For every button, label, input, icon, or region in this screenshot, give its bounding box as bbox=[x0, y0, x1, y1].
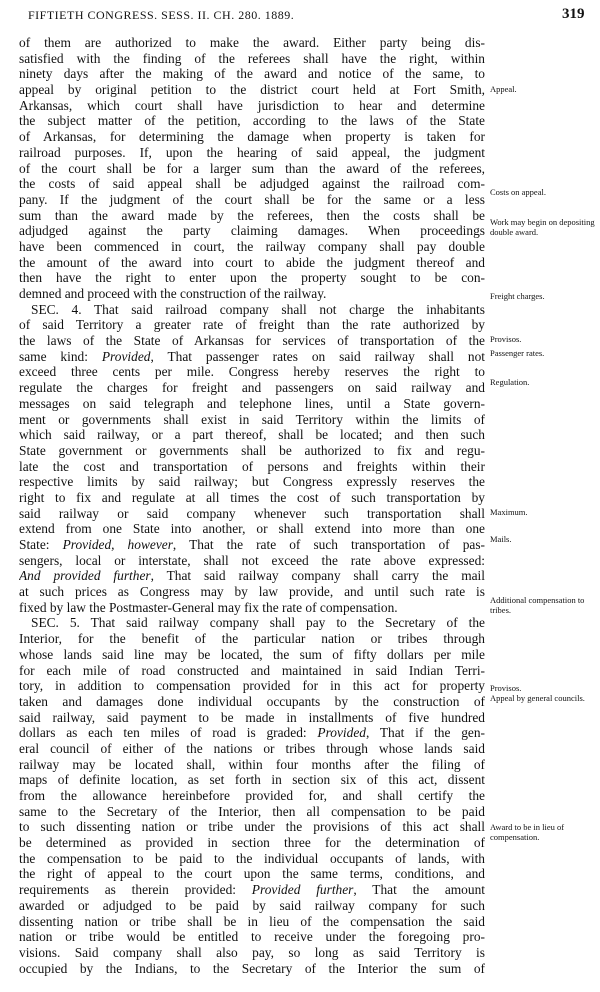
text-line: same kind: Provided, That passenger rates on said railway shall not bbox=[19, 348, 485, 364]
text-line: from the allowance hereinbefore provided for, and shall certify the bbox=[19, 788, 485, 803]
text-line: sum than the award made by the referees, then the costs shall be bbox=[19, 207, 485, 223]
text-line: same to the Secretary of the Interior, then all compensation to be paid bbox=[19, 803, 485, 819]
text-line: to such dissenting nation or tribe under the provisions of this act shall bbox=[19, 819, 485, 835]
text-line: messages on said telegraph and telephone lines, until a State govern- bbox=[19, 395, 485, 411]
text-line: satisfied with the finding of the referees shall have the right, within bbox=[19, 50, 485, 66]
text-line: ninety days after the making of the award and notice of the same, to bbox=[19, 66, 485, 82]
text-line: appeal by original petition to the district court held at Fort Smith, bbox=[19, 82, 485, 98]
margin-note-passenger-rates: Passenger rates. bbox=[490, 348, 545, 358]
text-line: for each mile of road constructed and maintained in said Indian Terri- bbox=[19, 662, 485, 678]
section-4-start: SEC. 4. That said railroad company shall not charge the inhabitants bbox=[31, 301, 485, 317]
text-line bbox=[19, 976, 485, 992]
text-line: awarded or adjudged to be paid by said railway company for such bbox=[19, 897, 485, 913]
section-5-start: SEC. 5. That said railway company shall pay to the Secretary of the bbox=[31, 615, 485, 631]
page-number: 319 bbox=[562, 6, 585, 22]
text-line: whose lands said line may be located, the sum of fifty dollars per mile bbox=[19, 646, 485, 662]
margin-note-freight: Freight charges. bbox=[490, 291, 545, 301]
text-line: the amount of the award into court to abide the judgment thereof and bbox=[19, 254, 485, 270]
text-line: exceed three cents per mile. Congress hereby reserves the right to bbox=[19, 364, 485, 380]
text-line: Interior, for the benefit of the particular nation or tribes through bbox=[19, 631, 485, 647]
text-line: extend from one State into another, or shall extend into more than one bbox=[19, 521, 485, 537]
text-line: Arkansas, which court shall have jurisdiction to hear and determine bbox=[19, 97, 485, 113]
text-line: which said railway, or a part thereof, shall be located; and then such bbox=[19, 427, 485, 443]
text-line: then have the right to enter upon the property sought to be con- bbox=[19, 270, 485, 286]
text-line: the subject matter of the petition, according to the laws of the State bbox=[19, 113, 485, 129]
text-line: have been commenced in court, the railway company shall pay double bbox=[19, 238, 485, 254]
text-line: State: Provided, however, That the rate of such transportation of pas- bbox=[19, 537, 485, 552]
text-line: the costs of said appeal shall be adjudged against the railroad com- bbox=[19, 176, 485, 192]
text-line: the right of appeal to the court upon the same terms, conditions, and bbox=[19, 866, 485, 882]
text-line: said railway or said company whenever such transportation shall bbox=[19, 505, 485, 521]
margin-note-appeal-councils: Appeal by general councils. bbox=[490, 693, 585, 703]
text-line: railway may be located shall, within four months after the filing of bbox=[19, 756, 485, 772]
margin-note-provisos-2: Provisos. bbox=[490, 683, 522, 693]
running-header bbox=[0, 6, 600, 26]
text-line: eral council of either of the nations or tribes through whose lands said bbox=[19, 740, 485, 756]
header-title: FIFTIETH CONGRESS. SESS. II. CH. 280. 1889. bbox=[28, 8, 295, 22]
margin-note-mails: Mails. bbox=[490, 534, 512, 544]
text-line: maps of definite location, as set forth in section six of this act, dissent bbox=[19, 772, 485, 788]
text-line: right to fix and regulate at all times the cost of such transportation by bbox=[19, 489, 485, 505]
text-line: the compensation to be paid to the individual occupants of lands, with bbox=[19, 850, 485, 866]
margin-note-provisos: Provisos. bbox=[490, 334, 522, 344]
text-line: tory, in addition to compensation provided for in this act for property bbox=[19, 678, 485, 694]
body-text bbox=[19, 35, 485, 992]
text-line: dissenting nation or tribe shall be in lieu of the compensation the said bbox=[19, 913, 485, 929]
text-line: of the court shall be for a larger sum than the award of the referees, bbox=[19, 160, 485, 176]
text-line: taken and damages done individual occupants by the construction of bbox=[19, 693, 485, 709]
text-line: respective limits by said railway; but Congress expressly reserves the bbox=[19, 474, 485, 490]
margin-note-maximum: Maximum. bbox=[490, 507, 528, 517]
text-line: adjudged against the party claiming damages. When proceedings bbox=[19, 223, 485, 239]
margin-note-regulation: Regulation. bbox=[490, 377, 530, 387]
text-line: sengers, local or interstate, shall not exceed the rate above expressed: bbox=[19, 552, 485, 568]
text-line: of said Territory a greater rate of freight than the rate authorized by bbox=[19, 317, 485, 333]
text-line: said railway, said payment to be made in installments of five hundred bbox=[19, 709, 485, 725]
text-line: ment or governments shall exist in said Territory within the limits of bbox=[19, 411, 485, 427]
margin-note-work-begin: Work may begin on depositing double award. bbox=[490, 217, 595, 237]
text-line: railroad purposes. If, upon the hearing of said appeal, the judgment bbox=[19, 144, 485, 160]
text-line: visions. Said company shall also pay, so long as said Territory is bbox=[19, 944, 485, 960]
margin-note-additional-compensation: Additional compensation to tribes. bbox=[490, 595, 585, 615]
text-line: late the cost and transportation of persons and freights within their bbox=[19, 458, 485, 474]
margin-note-costs: Costs on appeal. bbox=[490, 187, 546, 197]
text-line: occupied by the Indians, to the Secretary of the Interior the sum of bbox=[19, 960, 485, 976]
text-line: fixed by law the Postmaster-General may fix the rate of compensation. bbox=[19, 599, 398, 615]
margin-note-award-in-lieu: Award to be in lieu of compensation. bbox=[490, 822, 565, 842]
text-line: of them are authorized to make the award. Either party being dis- bbox=[19, 35, 485, 50]
text-line: of Arkansas, for determining the damage when property is taken for bbox=[19, 129, 485, 145]
text-line: State government or governments shall be authorized to fix and regu- bbox=[19, 442, 485, 458]
text-line: requirements as therein provided: Provided further, That the amount bbox=[19, 882, 485, 898]
text-line: nation or tribe would be entitled to receive under the foregoing pro- bbox=[19, 929, 485, 945]
text-line: at such prices as Congress may by law provide, and until such rate is bbox=[19, 584, 485, 600]
text-line: be determined as provided in section three for the determination of bbox=[19, 835, 485, 851]
text-line: regulate the charges for freight and passengers on said railway and bbox=[19, 380, 485, 396]
margin-note-appeal: Appeal. bbox=[490, 84, 517, 94]
text-line: the laws of the State of Arkansas for services of transportation of the bbox=[19, 333, 485, 349]
text-line: dollars as each ten miles of road is graded: Provided, That if the gen- bbox=[19, 725, 485, 741]
text-line: demned and proceed with the construction of the railway. bbox=[19, 286, 327, 301]
text-line: pany. If the judgment of the court shall be for the same or a less bbox=[19, 191, 485, 207]
text-line: And provided further, That said railway company shall carry the mail bbox=[19, 568, 485, 584]
